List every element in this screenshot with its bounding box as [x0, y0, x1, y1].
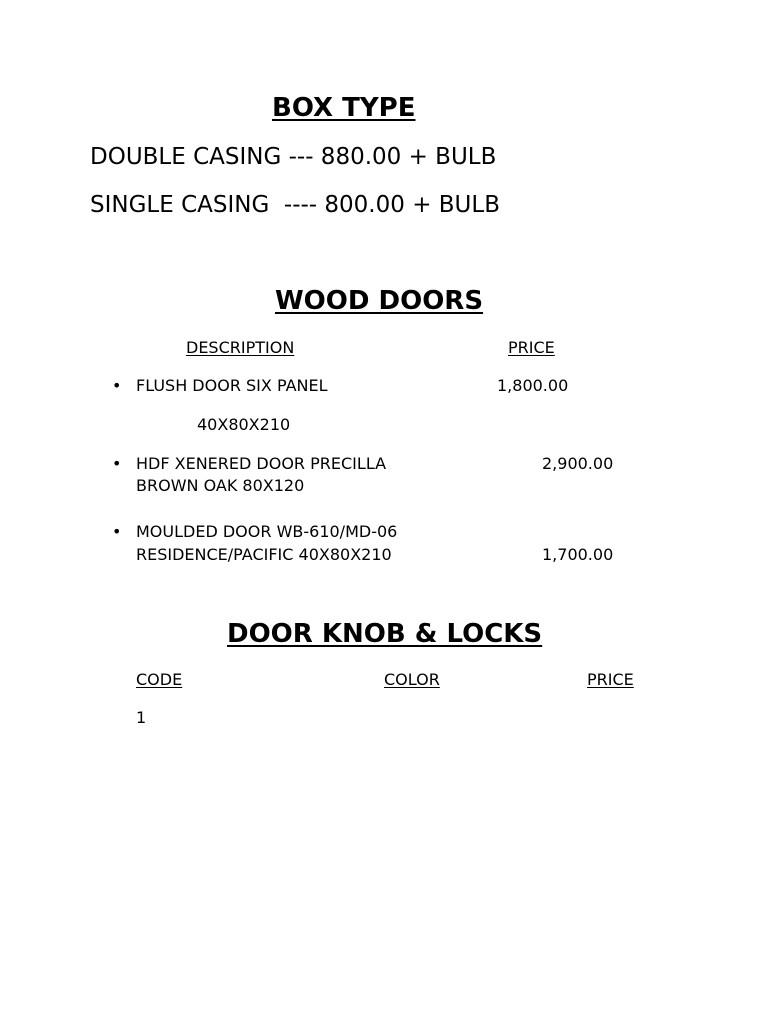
wood-door-dimensions: 40X80X210 [197, 415, 291, 434]
wood-door-description: HDF XENERED DOOR PRECILLA [136, 454, 387, 473]
double-casing-line: DOUBLE CASING --- 880.00 + BULB [90, 144, 497, 170]
wood-door-price: 1,800.00 [497, 376, 569, 395]
wood-door-description-cont: RESIDENCE/PACIFIC 40X80X210 [136, 545, 392, 564]
wood-doors-heading: WOOD DOORS [275, 286, 484, 316]
box-type-heading: BOX TYPE [272, 93, 416, 123]
bullet-icon: • [112, 454, 122, 473]
wood-door-description: FLUSH DOOR SIX PANEL [136, 376, 328, 395]
bullet-icon: • [112, 522, 122, 541]
price-column-header: PRICE [508, 338, 555, 357]
wood-door-description-cont: BROWN OAK 80X120 [136, 476, 305, 495]
door-knob-heading: DOOR KNOB & LOCKS [227, 619, 543, 649]
description-column-header: DESCRIPTION [186, 338, 295, 357]
code-column-header: CODE [136, 670, 183, 689]
color-column-header: COLOR [384, 670, 440, 689]
price-column-header: PRICE [587, 670, 634, 689]
wood-door-description: MOULDED DOOR WB-610/MD-06 [136, 522, 398, 541]
single-casing-line: SINGLE CASING ---- 800.00 + BULB [90, 192, 500, 218]
code-cell: 1 [136, 708, 147, 727]
bullet-icon: • [112, 376, 122, 395]
wood-door-price: 1,700.00 [542, 545, 614, 564]
wood-door-price: 2,900.00 [542, 454, 614, 473]
